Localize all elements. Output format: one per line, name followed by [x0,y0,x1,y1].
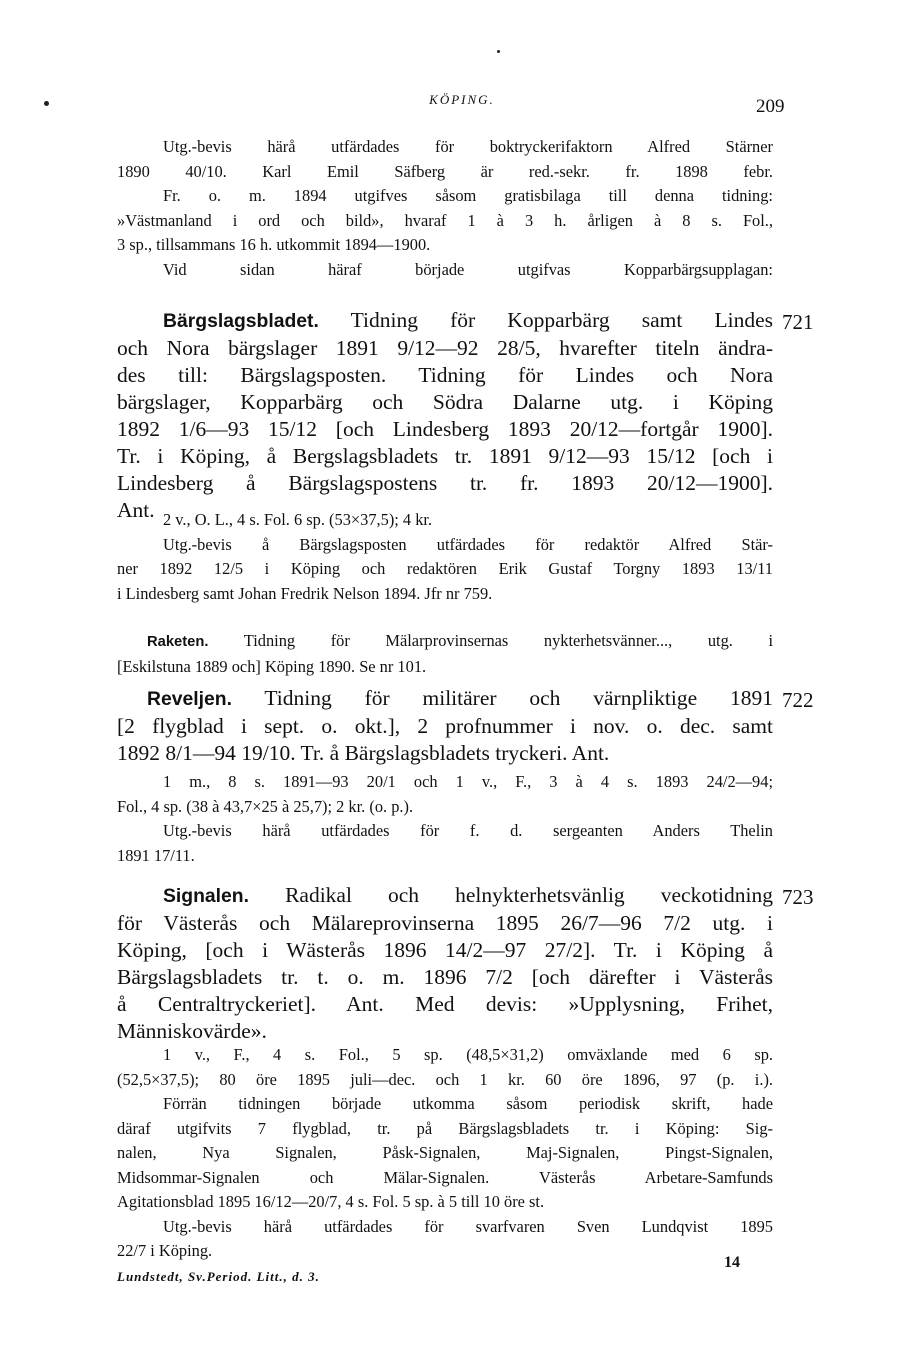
text-line: för Västerås och Mälareprovinserna 1895 26/7—96 7/2 utg. i [117,911,773,935]
text-line: 2 v., O. L., 4 s. Fol. 6 sp. (53×37,5); 4 kr. [163,510,433,529]
text-line: 1891 17/11. [117,845,195,865]
text-line: Bärgslagsbladet. Tidning för Kopparbärg samt Lindes [163,308,773,332]
text-line: »Västmanland i ord och bild», hvaraf 1 à 3 h. årligen à 8 s. Fol., [117,210,773,230]
text-line: Fol., 4 sp. (38 à 43,7×25 à 25,7); 2 kr. (o. p.). [117,796,414,816]
footer-citation: Lundstedt, Sv.Period. Litt., d. 3. [117,1269,320,1284]
entry-number: 721 [782,310,814,334]
text-line: Köping, [och i Wästerås 1896 14/2—97 27/2]. Tr. i Köping å [117,938,773,962]
text-line: Förrän tidningen började utkomma såsom periodisk skrift, hade [163,1094,773,1113]
text-line: Ant. [117,498,155,522]
entry-title: Signalen. [163,885,249,907]
entry-title: Raketen. [147,634,209,650]
text-line: Raketen. Tidning för Mälarprovinsernas nykterhetsvänner..., utg. i [147,631,773,650]
text-line: Vid sidan häraf började utgifvas Kopparbärgsupplagan: [163,259,773,279]
text-line: Reveljen. Tidning för militärer och värnpliktige 1891 [147,686,773,710]
text-line: Lindesberg å Bärgslagspostens tr. fr. 1893 20/12—1900]. [117,471,773,495]
running-header: KÖPING. [429,92,495,107]
entry-reveljen [117,685,773,767]
text-line: Utg.-bevis härå utfärdades för svarfvaren Sven Lundqvist 1895 [163,1216,773,1236]
intro-paragraph [117,135,773,282]
page-number: 209 [756,96,785,117]
text-line: des till: Bärgslagsposten. Tidning för Lindes och Nora [117,363,773,387]
scan-speck [497,50,500,53]
text-line: Tr. i Köping, å Bergslagsbladets tr. 1891 9/12—93 15/12 [och i [117,444,773,468]
entry-number: 723 [782,885,814,909]
entry-title: Bärgslagsbladet. [163,310,319,332]
text-line: Utg.-bevis å Bärgslagsposten utfärdades för redaktör Alfred Stär- [163,534,773,554]
text-line: 1 m., 8 s. 1891—93 20/1 och 1 v., F., 3 à 4 s. 1893 24/2—94; [163,772,773,791]
signature-mark: 14 [724,1254,740,1271]
text-line: Utg.-bevis härå utfärdades för f. d. sergeanten Anders Thelin [163,821,773,840]
entry-number: 722 [782,688,814,712]
entry-signalen [117,882,773,1045]
entry-details [117,1043,773,1264]
text-line: Fr. o. m. 1894 utgifves såsom gratisbilaga till denna tidning: [163,186,773,205]
text-line: 1890 40/10. Karl Emil Säfberg är red.-sekr. fr. 1898 febr. [117,161,773,181]
text-line: däraf utgifvits 7 flygblad, tr. på Bärgslagsbladets tr. i Köping: Sig- [117,1118,773,1138]
text-line: Utg.-bevis härå utfärdades för boktryckerifaktorn Alfred Stärner [163,137,773,156]
text-line: (52,5×37,5); 80 öre 1895 juli—dec. och 1 kr. 60 öre 1896, 97 (p. i.). [117,1069,773,1089]
text-line: bärgslager, Kopparbärg och Södra Dalarne utg. i Köping [117,390,773,414]
text-line: å Centraltryckeriet]. Ant. Med devis: »Upplysning, Frihet, [117,992,773,1016]
entry-details [117,508,773,606]
entry-raketen [117,629,773,679]
entry-bargslagsbladet [117,307,773,524]
entry-title: Reveljen. [147,688,232,710]
text-line: ner 1892 12/5 i Köping och redaktören Erik Gustaf Torgny 1893 13/11 [117,559,773,578]
text-line: 22/7 i Köping. [117,1241,213,1260]
text-line: nalen, Nya Signalen, Påsk-Signalen, Maj-Signalen, Pingst-Signalen, [117,1143,773,1162]
text-line: Bärgslagsbladets tr. t. o. m. 1896 7/2 [och därefter i Västerås [117,965,773,989]
entry-details [117,770,773,868]
text-line: i Lindesberg samt Johan Fredrik Nelson 1894. Jfr nr 759. [117,583,493,603]
text-line: och Nora bärgslager 1891 9/12—92 28/5, hvarefter titeln ändra- [117,336,773,360]
text-line: [Eskilstuna 1889 och] Köping 1890. Se nr 101. [117,656,427,676]
text-line: 1892 1/6—93 15/12 [och Lindesberg 1893 20/12—fortgår 1900]. [117,417,773,441]
text-line: 1892 8/1—94 19/10. Tr. å Bärgslagsbladets tryckeri. Ant. [117,741,610,765]
text-line: Agitationsblad 1895 16/12—20/7, 4 s. Fol. 5 sp. à 5 till 10 öre st. [117,1192,545,1211]
text-line: [2 flygblad i sept. o. okt.], 2 profnummer i nov. o. dec. samt [117,714,773,738]
text-line: Människovärde». [117,1019,267,1043]
text-line: 1 v., F., 4 s. Fol., 5 sp. (48,5×31,2) omväxlande med 6 sp. [163,1045,773,1064]
text-line: Midsommar-Signalen och Mälar-Signalen. Västerås Arbetare-Samfunds [117,1167,773,1187]
text-line: 3 sp., tillsammans 16 h. utkommit 1894—1900. [117,235,431,254]
text-line: Signalen. Radikal och helnykterhetsvänlig veckotidning [163,883,773,907]
